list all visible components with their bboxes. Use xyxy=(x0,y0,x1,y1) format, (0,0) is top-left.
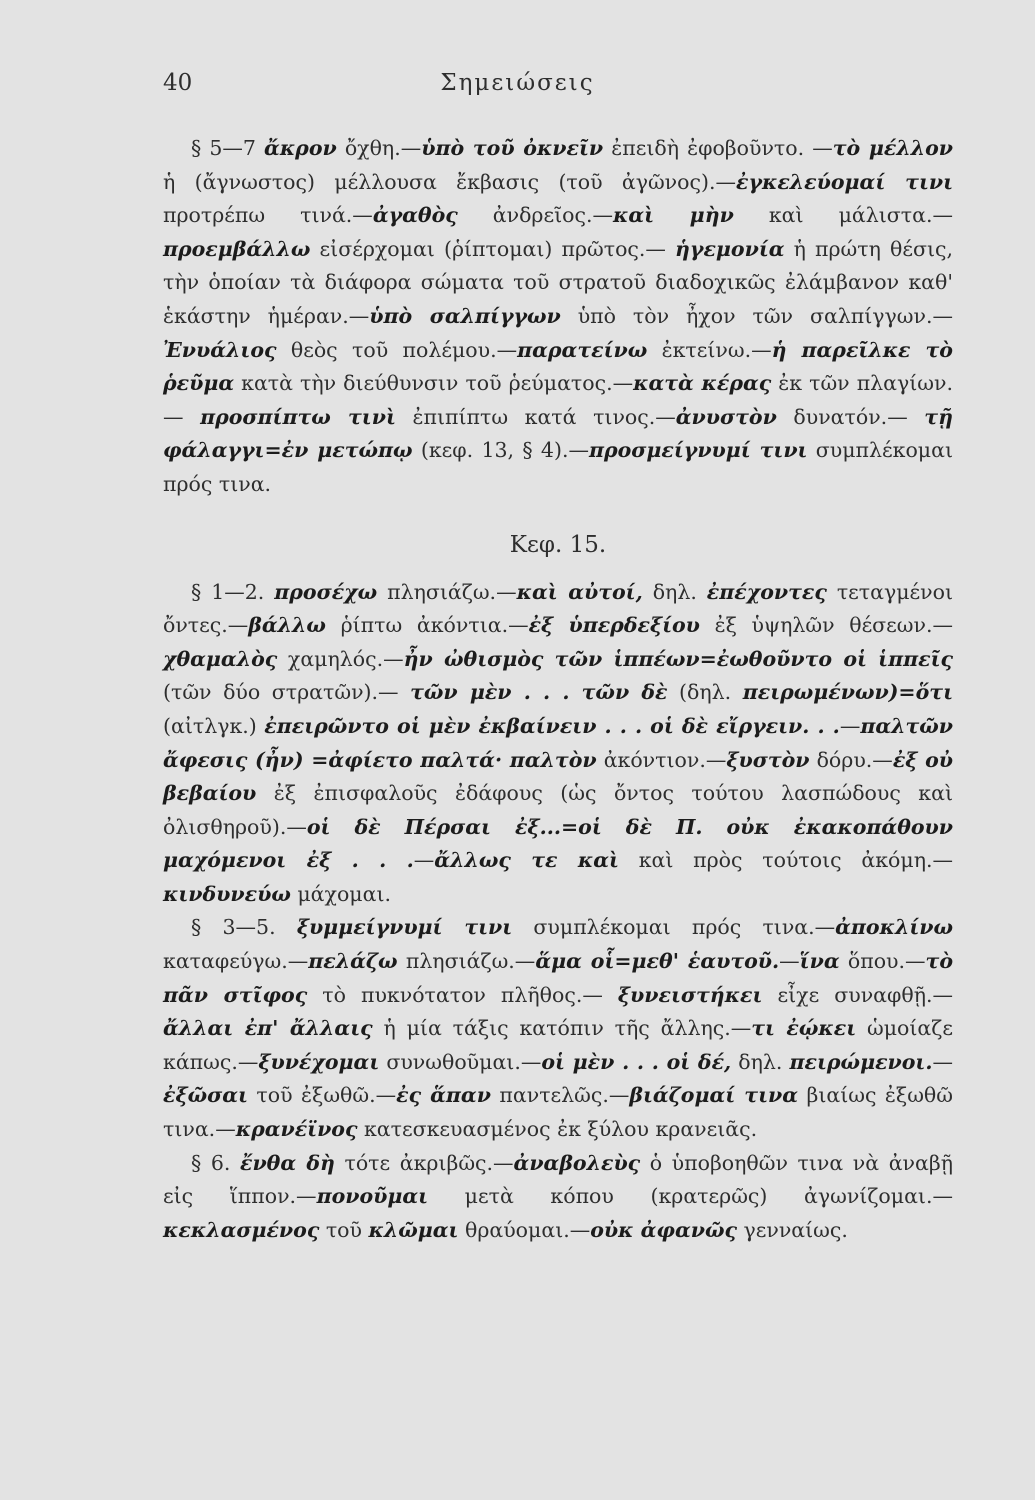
lemma-term: ἐξ ὑπερδεξίου xyxy=(528,613,700,638)
gloss-text: κατεσκευασμένος ἐκ ξύλου κρανειᾶς. xyxy=(357,1117,758,1142)
lemma-term: τῇ φάλαγγι=ἐν μετώπῳ xyxy=(163,404,953,463)
lemma-term: τὸ μέλλον xyxy=(832,136,954,160)
lemma-term: οἱ δὲ Πέρσαι ἐξ...=οἱ δὲ Π. οὐκ ἐκακοπάθουν μαχόμενοι ἐξ . . . xyxy=(163,814,953,873)
lemma-term: χθαμαλὸς xyxy=(163,646,278,671)
gloss-text: πλησιάζω.— xyxy=(397,949,536,974)
lemma-term: ἐπέχοντες xyxy=(706,579,827,604)
gloss-text: δυνατόν.— xyxy=(776,404,925,429)
gloss-text: — xyxy=(839,713,861,738)
note-paragraph-1 xyxy=(163,132,953,502)
gloss-text: § 5—7 xyxy=(191,136,265,160)
running-title: Σημειώσεις xyxy=(440,70,595,96)
gloss-text: ἡ (ἄγνωστος) μέλλουσα ἔκβασις (τοῦ ἀγῶνος).— xyxy=(163,169,736,194)
gloss-text: γενναίως. xyxy=(736,1217,848,1242)
lemma-term: καὶ μὴν xyxy=(612,203,734,228)
gloss-text: εἶχε συναφθῇ.— xyxy=(762,982,953,1007)
lemma-term: τι ἐῴκει xyxy=(751,1016,857,1041)
gloss-text: — xyxy=(779,949,800,974)
page-number: 40 xyxy=(163,70,193,96)
gloss-text: θραύομαι.— xyxy=(458,1217,591,1242)
gloss-text: μετὰ κόπου (κρατερῶς) ἀγωνίζομαι.— xyxy=(428,1184,953,1209)
lemma-term: ὑπὸ σαλπίγγων xyxy=(369,303,561,328)
lemma-term: οὐκ ἀφανῶς xyxy=(590,1217,737,1242)
gloss-text: ἐκτείνω.— xyxy=(647,337,772,362)
gloss-text: (κεφ. 13, § 4).— xyxy=(412,438,589,463)
gloss-text: πλησιάζω.— xyxy=(377,579,517,604)
lemma-term: κεκλασμένος xyxy=(163,1217,320,1242)
lemma-term: κρανέϊνος xyxy=(235,1117,358,1142)
lemma-term: ἐγκελεύομαί τινι xyxy=(735,169,954,194)
gloss-text: χαμηλός.— xyxy=(277,646,404,671)
lemma-term: ξυνειστήκει xyxy=(617,982,763,1007)
lemma-term: πειρώμενοι. xyxy=(789,1049,933,1074)
lemma-term: ξυμμείγνυμί τινι xyxy=(296,915,513,940)
gloss-text: δηλ. xyxy=(731,1049,790,1074)
gloss-text: καὶ μάλιστα.— xyxy=(733,203,953,228)
gloss-text: συνωθοῦμαι.— xyxy=(379,1049,542,1074)
lemma-term: παρατείνω xyxy=(517,337,648,362)
lemma-term: βιάζομαί τινα xyxy=(629,1083,798,1108)
lemma-term: προσέχω xyxy=(274,579,378,604)
lemma-term: ἅμα οἷ=μεθ' ἑαυτοῦ. xyxy=(535,949,780,974)
note-paragraph-3 xyxy=(163,911,953,1146)
gloss-text: § 3—5. xyxy=(191,915,297,940)
gloss-text: εἰσέρχομαι (ῥίπτομαι) πρῶτος.— xyxy=(310,236,676,261)
gloss-text: τεταγμένοι ὄντες.— xyxy=(163,579,953,638)
gloss-text: ῥίπτω ἀκόντια.— xyxy=(325,613,529,638)
lemma-term: τὸ πᾶν στῖφος xyxy=(163,949,953,1007)
lemma-term: ἀνυστὸν xyxy=(675,404,777,429)
lemma-term: ἦν ὠθισμὸς τῶν ἱππέων=ἐωθοῦντο οἱ ἱππεῖς xyxy=(403,646,953,671)
lemma-term: Ἐνυάλιος xyxy=(163,337,277,362)
gloss-text: βιαίως ἐξωθῶ τινα.— xyxy=(163,1083,953,1142)
gloss-text: ἀκόντιον.— xyxy=(596,747,727,772)
chapter-heading: Κεφ. 15. xyxy=(509,531,607,558)
lemma-term: ἡγεμονία xyxy=(675,236,785,261)
lemma-term: προσμείγνυμί τινι xyxy=(588,438,808,463)
gloss-text: καταφεύγω.— xyxy=(163,949,309,974)
gloss-text: ὑπὸ τὸν ἦχον τῶν σαλπίγγων.— xyxy=(560,303,953,328)
lemma-term: κινδυνεύω xyxy=(163,881,291,906)
gloss-text: παντελῶς.— xyxy=(490,1083,630,1108)
gloss-text: τὸ πυκνότατον πλῆθος.— xyxy=(307,982,618,1007)
gloss-text: τοῦ xyxy=(319,1217,369,1242)
lemma-term: ἀποκλίνω xyxy=(835,915,954,940)
gloss-text: ὡμοίαζε κάπως.— xyxy=(163,1016,954,1074)
gloss-text: ἐξ ὑψηλῶν θέσεων.— xyxy=(699,613,953,638)
gloss-text: ἐπιπίπτω κατά τινος.— xyxy=(395,404,676,429)
lemma-term: κλῶμαι xyxy=(368,1217,459,1242)
gloss-text: (δηλ. xyxy=(667,680,743,705)
gloss-text: (αἰτλγκ.) xyxy=(163,713,265,738)
gloss-text: ἐπειδὴ ἐφοβοῦντο. — xyxy=(603,136,833,160)
lemma-term: πελάζω xyxy=(308,949,398,974)
gloss-text: — xyxy=(932,1049,953,1074)
gloss-text: κατὰ τὴν διεύθυνσιν τοῦ ῥεύματος.— xyxy=(234,371,634,396)
lemma-term: ἄλλαι ἐπ' ἄλλαις xyxy=(163,1016,373,1041)
gloss-text: τότε ἀκριβῶς.— xyxy=(334,1150,514,1175)
lemma-term: ὑπὸ τοῦ ὀκνεῖν xyxy=(421,136,604,160)
lemma-term: ξυστὸν xyxy=(726,747,810,772)
lemma-term: τῶν μὲν . . . τῶν δὲ xyxy=(410,680,668,705)
gloss-text: ἀνδρεῖος.— xyxy=(457,203,613,228)
lemma-term: βάλλω xyxy=(248,613,326,638)
gloss-text: ἐκ τῶν πλαγίων.— xyxy=(163,371,953,429)
lemma-term: προσπίπτω τινὶ xyxy=(200,404,396,429)
gloss-text: συμπλέκομαι πρός τινα.— xyxy=(512,915,836,940)
lemma-term: ἀγαθὸς xyxy=(372,203,458,228)
lemma-term: ἐξ οὐ βεβαίου xyxy=(163,747,953,806)
gloss-text: δηλ. xyxy=(642,579,707,604)
lemma-term: κατὰ κέρας xyxy=(633,371,772,396)
lemma-term: ἡ παρεῖλκε τὸ ῥεῦμα xyxy=(163,337,953,396)
gloss-text: § 6. xyxy=(191,1150,240,1175)
gloss-text: ἐξ ἐπισφαλοῦς ἐδάφους (ὡς ὄντος τούτου λασπώδους καὶ ὀλισθηροῦ).— xyxy=(163,781,953,839)
gloss-text: (τῶν δύο στρατῶν).— xyxy=(163,680,411,705)
gloss-text: ὄχθη.— xyxy=(336,136,422,160)
note-paragraph-4 xyxy=(163,1147,953,1248)
lemma-term: πονοῦμαι xyxy=(316,1184,429,1209)
gloss-text: δόρυ.— xyxy=(809,747,893,772)
gloss-text: ἡ πρώτη θέσις, τὴν ὁποίαν τὰ διάφορα σώματα τοῦ στρατοῦ διαδοχικῶς ἐλάμβανον καθ' ἑκάστην ἡμέραν.— xyxy=(163,236,953,328)
gloss-text: ὁ ὑποβοηθῶν τινα νὰ ἀναβῇ εἰς ἵππον.— xyxy=(163,1150,953,1209)
lemma-term: ἐξῶσαι xyxy=(163,1083,248,1108)
gloss-text: τοῦ ἐξωθῶ.— xyxy=(247,1083,397,1108)
gloss-text: μάχομαι. xyxy=(290,881,392,906)
lemma-term: ἔνθα δὴ xyxy=(239,1150,335,1175)
note-paragraph-2 xyxy=(163,576,953,912)
gloss-text: ἡ μία τάξις κατόπιν τῆς ἄλλης.— xyxy=(372,1016,752,1041)
notes-body xyxy=(163,132,953,1247)
gloss-text: § 1—2. xyxy=(191,579,275,604)
lemma-term: ἄλλως τε καὶ xyxy=(434,848,619,873)
lemma-term: ἐπειρῶντο οἱ μὲν ἐκβαίνειν . . . οἱ δὲ εἴργειν. . . xyxy=(264,713,840,738)
lemma-term: ἄκρον xyxy=(264,136,337,160)
gloss-text: — xyxy=(413,848,435,873)
lemma-term: ξυνέχομαι xyxy=(258,1049,380,1074)
gloss-text: καὶ πρὸς τούτοις ἀκόμη.— xyxy=(618,848,953,873)
lemma-term: ἐς ἅπαν xyxy=(396,1083,491,1108)
gloss-text: συμπλέκομαι πρός τινα. xyxy=(163,438,953,496)
lemma-term: οἱ μὲν . . . οἱ δέ, xyxy=(541,1049,732,1074)
lemma-term: παλτῶν ἄφεσις (ἦν) =ἀφίετο παλτά· παλτὸν xyxy=(163,713,954,772)
gloss-text: προτρέπω τινά.— xyxy=(163,203,373,228)
lemma-term: καὶ αὐτοί, xyxy=(516,579,643,604)
gloss-text: θεὸς τοῦ πολέμου.— xyxy=(276,337,518,362)
page-header xyxy=(0,70,1035,110)
lemma-term: ἵνα xyxy=(799,949,840,974)
lemma-term: προεμβάλλω xyxy=(163,236,311,261)
lemma-term: ἀναβολεὺς xyxy=(513,1150,641,1175)
gloss-text: ὅπου.— xyxy=(839,949,926,974)
lemma-term: πειρωμένων)=ὅτι xyxy=(742,680,953,705)
